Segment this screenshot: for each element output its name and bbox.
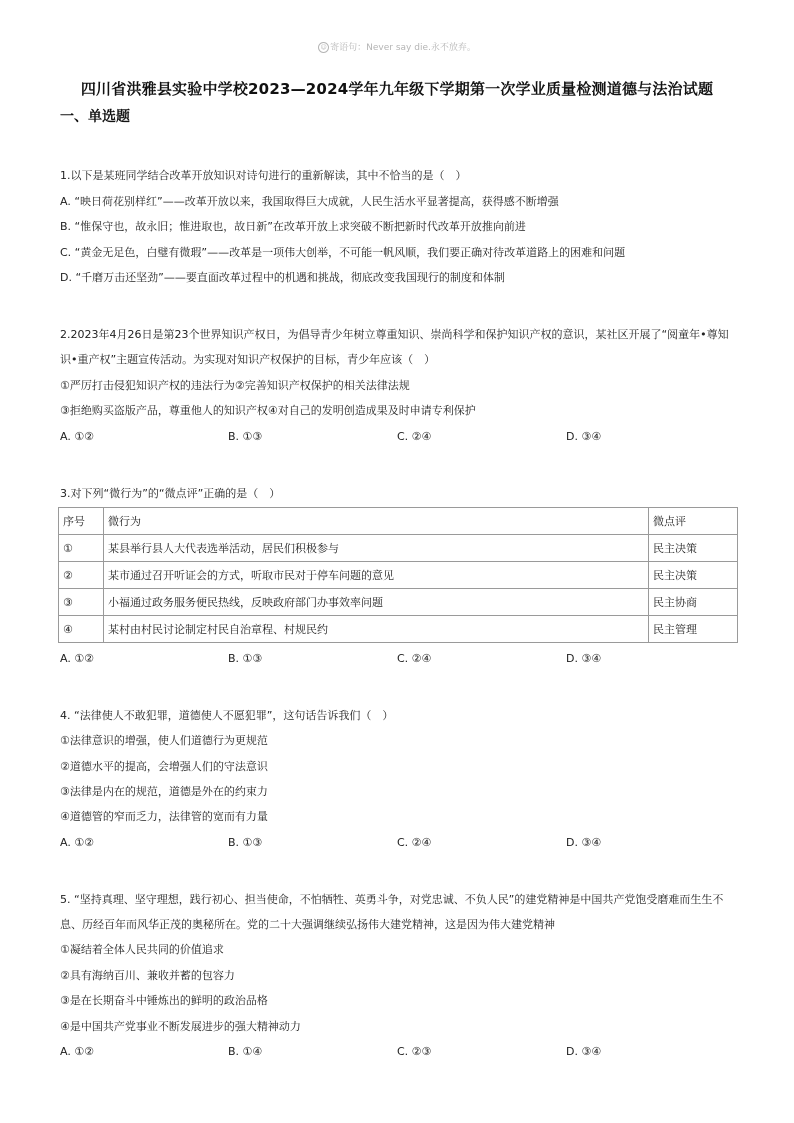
q5-statement-1: ①凝结着全体人民共同的价值追求: [60, 943, 224, 956]
q4-statement-4: ④道德管的窄而乏力，法律管的宽而有力量: [60, 810, 268, 823]
q4-options: [60, 836, 740, 850]
table-cell: 民主管理: [649, 616, 738, 643]
table-header-cell: 微行为: [104, 508, 649, 535]
q2-option-c: C. ②④: [397, 430, 432, 443]
table-cell: ①: [59, 535, 104, 562]
q5-option-b: B. ①④: [228, 1045, 263, 1058]
q2-stem-line1: 2.2023年4月26日是第23个世界知识产权日，为倡导青少年树立尊重知识、崇尚科学和保护知识产权的意识，某社区开展了“阅童年•尊知: [60, 328, 729, 341]
table-cell: 民主决策: [649, 535, 738, 562]
q3-options: [60, 652, 740, 666]
q1-stem: 1.以下是某班同学结合改革开放知识对诗句进行的重新解读，其中不恰当的是（ ）: [60, 169, 467, 182]
table-cell: 小福通过政务服务便民热线，反映政府部门办事效率问题: [104, 589, 649, 616]
motto-text: 寄语句：Never say die.永不放弃。: [330, 43, 476, 53]
q5-option-a: A. ①②: [60, 1045, 95, 1058]
table-row: [59, 616, 738, 643]
q1-option-c: C. “黄金无足色，白璧有微瑕”——改革是一项伟大创举，不可能一帆风顺，我们要正确对待改革道路上的困难和问题: [60, 246, 626, 259]
table-cell: 民主协商: [649, 589, 738, 616]
q4-option-b: B. ①③: [228, 836, 263, 849]
table-cell: 某村由村民讨论制定村民自治章程、村规民约: [104, 616, 649, 643]
table-row: [59, 535, 738, 562]
table-cell: 某县举行县人大代表选举活动，居民们积极参与: [104, 535, 649, 562]
table-row: [59, 562, 738, 589]
q2-option-a: A. ①②: [60, 430, 95, 443]
q4-statement-3: ③法律是内在的规范，道德是外在的约束力: [60, 785, 268, 798]
table-header-cell: 序号: [59, 508, 104, 535]
q3-option-a: A. ①②: [60, 652, 95, 665]
q4-option-c: C. ②④: [397, 836, 432, 849]
q3-table: [58, 507, 738, 643]
q4-statement-1: ①法律意识的增强，使人们道德行为更规范: [60, 734, 268, 747]
q3-option-b: B. ①③: [228, 652, 263, 665]
page-motto: [0, 40, 794, 53]
table-cell: 民主决策: [649, 562, 738, 589]
q5-statement-4: ④是中国共产党事业不断发展进步的强大精神动力: [60, 1020, 301, 1033]
table-header-row: [59, 508, 738, 535]
table-cell: ④: [59, 616, 104, 643]
q4-option-a: A. ①②: [60, 836, 95, 849]
table-cell: ③: [59, 589, 104, 616]
q1-option-b: B. “惟保守也，故永旧；惟进取也，故日新”在改革开放上求突破不断把新时代改革开放推向前进: [60, 220, 526, 233]
q4-stem: 4. “法律使人不敢犯罪，道德使人不愿犯罪”，这句话告诉我们（ ）: [60, 709, 394, 722]
q2-stem-line2: 识•重产权”主题宣传活动。为实现对知识产权保护的目标，青少年应该（ ）: [60, 353, 436, 366]
q5-option-d: D. ③④: [566, 1045, 602, 1058]
q2-options: [60, 430, 740, 444]
q3-stem: 3.对下列“微行为”的“微点评”正确的是（ ）: [60, 487, 281, 500]
q1-option-a: A. “映日荷花别样红”——改革开放以来，我国取得巨大成就，人民生活水平显著提高，获得感不断增强: [60, 195, 559, 208]
q4-statement-2: ②道德水平的提高，会增强人们的守法意识: [60, 760, 268, 773]
table-cell: ②: [59, 562, 104, 589]
q3-option-d: D. ③④: [566, 652, 602, 665]
q4-option-d: D. ③④: [566, 836, 602, 849]
q5-option-c: C. ②③: [397, 1045, 432, 1058]
q5-statement-2: ②具有海纳百川、兼收并蓄的包容力: [60, 969, 235, 982]
table-header-cell: 微点评: [649, 508, 738, 535]
q2-statement-1-2: ①严厉打击侵犯知识产权的违法行为②完善知识产权保护的相关法律法规: [60, 379, 410, 392]
q2-option-d: D. ③④: [566, 430, 602, 443]
exam-title: 四川省洪雅县实验中学校2023—2024学年九年级下学期第一次学业质量检测道德与法治试题: [80, 80, 714, 98]
table-row: [59, 589, 738, 616]
smiley-icon: ☺: [318, 42, 329, 53]
q2-statement-3-4: ③拒绝购买盗版产品，尊重他人的知识产权④对自己的发明创造成果及时申请专利保护: [60, 404, 476, 417]
q1-option-d: D. “千磨万击还坚劲”——要直面改革过程中的机遇和挑战，彻底改变我国现行的制度和体制: [60, 271, 505, 284]
table-cell: 某市通过召开听证会的方式，听取市民对于停车问题的意见: [104, 562, 649, 589]
q5-options: [60, 1045, 740, 1059]
q5-stem-line2: 息、历经百年而风华正茂的奥秘所在。党的二十大强调继续弘扬伟大建党精神，这是因为伟大建党精神: [60, 918, 555, 931]
q3-option-c: C. ②④: [397, 652, 432, 665]
section-heading: 一、单选题: [60, 109, 130, 125]
q2-option-b: B. ①③: [228, 430, 263, 443]
q5-stem-line1: 5. “坚持真理、坚守理想，践行初心、担当使命，不怕牺牲、英勇斗争，对党忠诚、不负人民”的建党精神是中国共产党饱受磨难而生生不: [60, 893, 724, 906]
q5-statement-3: ③是在长期奋斗中锤炼出的鲜明的政治品格: [60, 994, 268, 1007]
